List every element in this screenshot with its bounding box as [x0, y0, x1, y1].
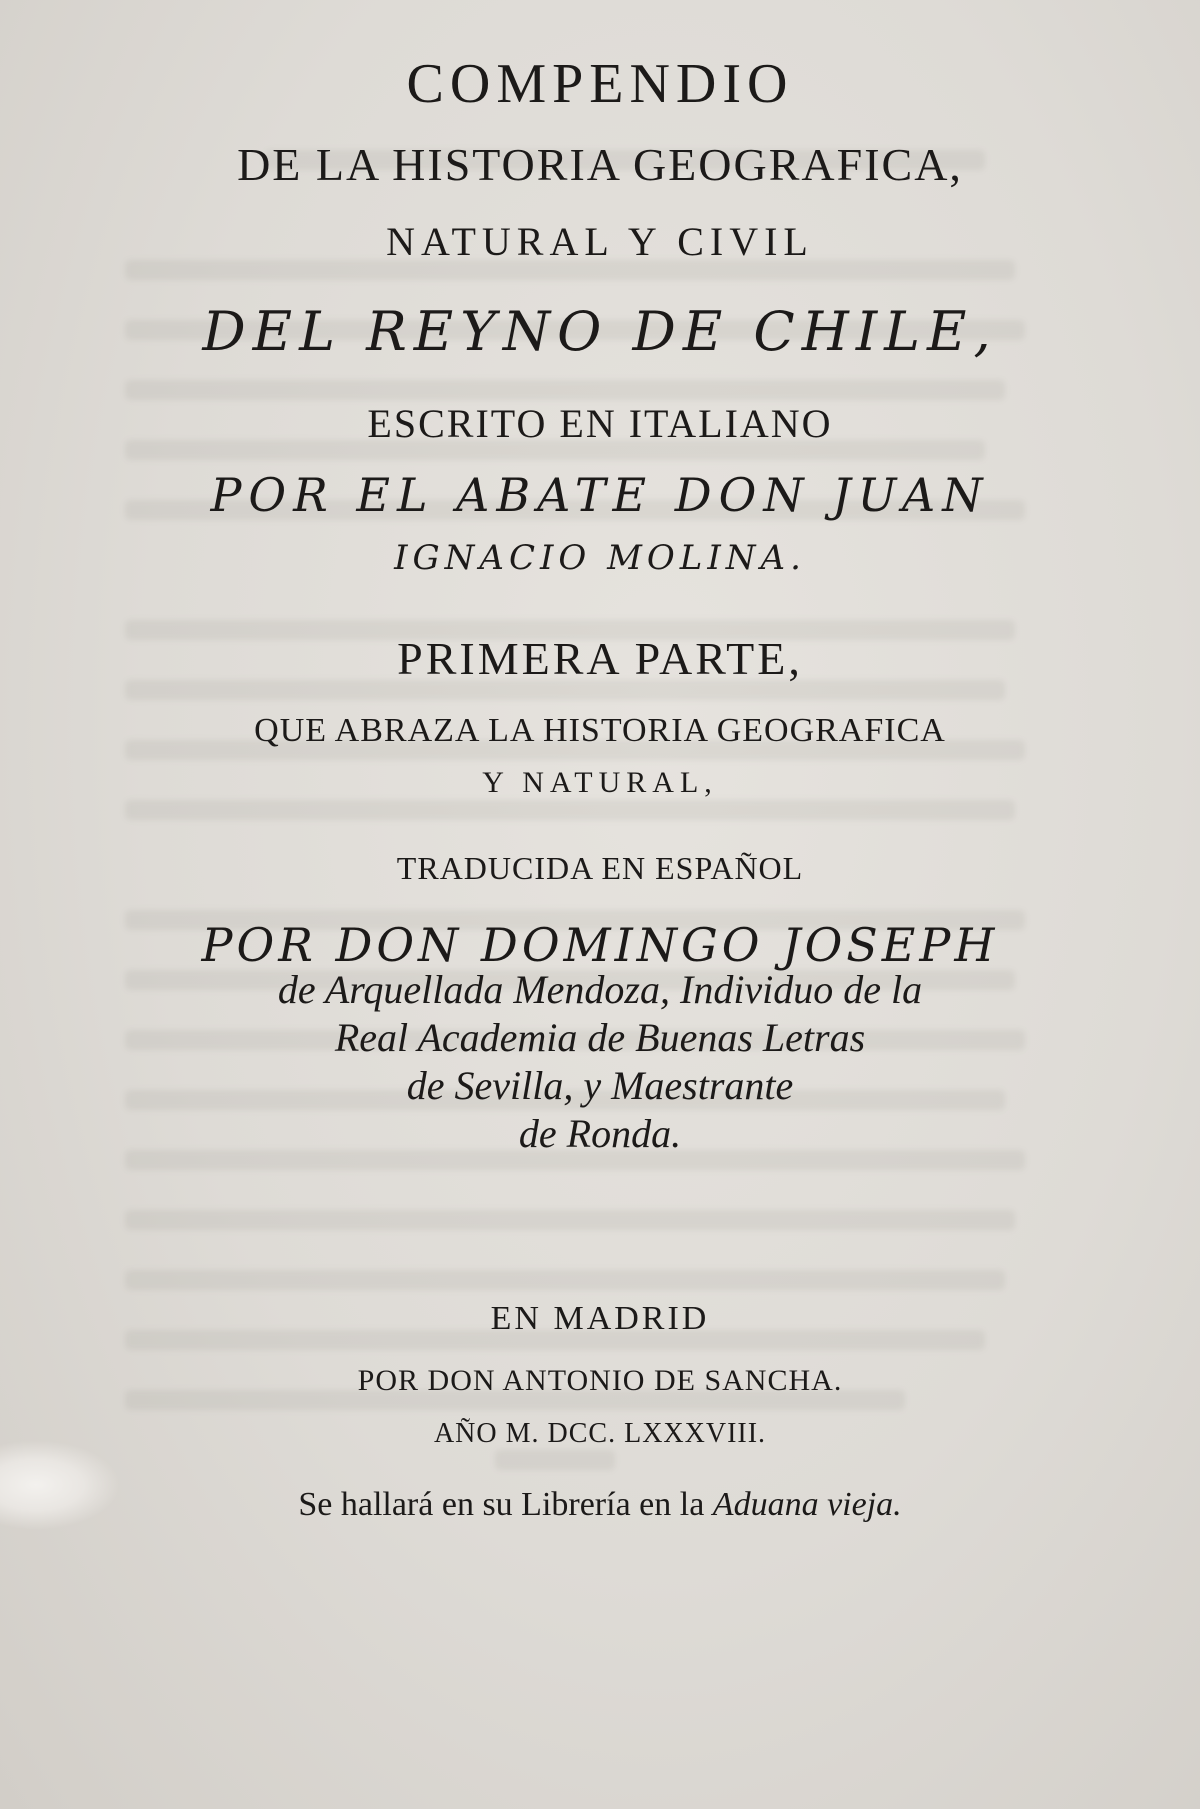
- translator-line-academia: Real Academia de Buenas Letras: [334, 1015, 866, 1060]
- imprint-place-name: Aduana vieja.: [712, 1486, 902, 1523]
- translator-line-ronda: de Ronda.: [518, 1111, 682, 1156]
- part-line-primera: PRIMERA PARTE,: [397, 633, 803, 684]
- title-line-natural-civil: NATURAL Y CIVIL: [386, 219, 814, 264]
- translator-line-sevilla: de Sevilla, y Maestrante: [406, 1063, 794, 1108]
- imprint-libreria-text: Se hallará en su Librería en la: [298, 1486, 713, 1523]
- translator-line-traducida: TRADUCIDA EN ESPAÑOL: [396, 850, 804, 886]
- title-line-compendio: COMPENDIO: [406, 53, 794, 115]
- translator-line-domingo: POR DON DOMINGO JOSEPH: [201, 918, 999, 972]
- title-line-reyno-chile: DEL REYNO DE CHILE,: [202, 300, 998, 363]
- part-line-abraza: QUE ABRAZA LA HISTORIA GEOGRAFICA: [254, 712, 946, 749]
- title-line-historia: DE LA HISTORIA GEOGRAFICA,: [237, 139, 963, 190]
- part-line-natural: Y NATURAL,: [482, 766, 718, 799]
- author-line-escrito: ESCRITO EN ITALIANO: [367, 401, 833, 446]
- author-line-abate: POR EL ABATE DON JUAN: [210, 468, 990, 522]
- imprint-line-madrid: EN MADRID: [490, 1300, 710, 1337]
- imprint-line-year: AÑO M. DCC. LXXXVIII.: [433, 1418, 767, 1449]
- imprint-line-libreria: [0, 1486, 1200, 1524]
- author-line-molina: IGNACIO MOLINA.: [394, 538, 806, 578]
- imprint-line-sancha: POR DON ANTONIO DE SANCHA.: [357, 1364, 843, 1397]
- translator-line-arquellada: de Arquellada Mendoza, Individuo de la: [277, 967, 923, 1012]
